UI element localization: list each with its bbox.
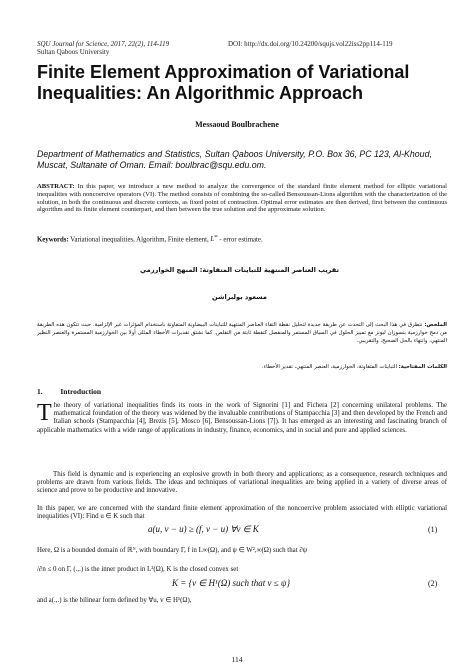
arabic-author: مسعود بولبراشن bbox=[212, 293, 267, 301]
intro-paragraph-1: T he theory of variational inequalities finds its roots in the work of Signorini [1] and Fichera [2] concerning unilateral problems. The mathematical foundation of the theory was widened by the invaluable contributions of Stampacchia [3] and then developed by the French and Italian schools (Stampacchia [4], Brezis [5], Mosco [6], Bensoussan-Lions [7]). It has emerged as an interesting and fascinating branch of applicable mathematics with a wide range of applications in industry, finance, economics, and in social and pure and applied sciences. bbox=[37, 400, 447, 434]
section-number: 1. bbox=[37, 387, 43, 396]
intro-paragraph-4b: /∂n ≤ 0 on Γ, (.,.) is the inner product in L²(Ω), K is the closed convex set bbox=[37, 566, 239, 573]
section-heading bbox=[37, 387, 101, 396]
linf-symbol: L∞ bbox=[210, 235, 218, 244]
keywords-tail: - error estimate. bbox=[217, 236, 263, 244]
equation-2: K = {v ∈ H¹(Ω) such that v ≤ ψ} bbox=[172, 578, 291, 588]
abstract-label: ABSTRACT: bbox=[37, 183, 75, 190]
section-title: Introduction bbox=[60, 387, 102, 396]
university-line: Sultan Qaboos University bbox=[37, 48, 110, 56]
affiliation: Department of Mathematics and Statistics, Sultan Qaboos University, P.O. Box 36, PC 123, Al-Khoud, Muscat, Sultanate of Oman. Email: boulbrac@squ.edu.om. bbox=[37, 149, 432, 170]
arabic-abstract-label: الملخص: bbox=[424, 322, 447, 328]
keywords-label: Keywords: bbox=[37, 236, 69, 244]
dropcap: T bbox=[37, 400, 52, 426]
keywords bbox=[37, 235, 447, 243]
equation-1: a(u, v − u) ≥ (f, v − u) ∀v ∈ K bbox=[148, 524, 259, 534]
page-number: 114 bbox=[231, 655, 243, 664]
paper-title: Finite Element Approximation of Variational Inequalities: An Algorithmic Approach bbox=[37, 62, 410, 103]
arabic-abstract-text: نتطرق في هذا البحث إلى التحدث عن طريقة جديدة لتحليل نقطة التقاء العناصر المنتهية للتباينات البيضاوية المتفاوتة باستخدام المؤثرات غير الإلزامية. حيث تتكون هذه الطريقة من دمج خوارزمية بنسوزان ليونز مع تمييز الحلول في السياق المستمر والمنفصل كنقطة ثابتة من التقلص. كما نشتق تقديرات الأخطاء المثلى أولا بين الخوارزمية المستمرة والعنصر النظير المنتهي، وانتهاء بالحل الصحيح، والتقريبي. bbox=[37, 322, 447, 344]
journal-line: SQU Journal for Science, 2017, 22(2), 114-119 bbox=[37, 40, 170, 48]
abstract-text: In this paper, we introduce a new method to analyze the convergence of the standard finite element method for elliptic variational inequalities with noncoercive operators (VI). The method consists of combining the so-called Bensoussan-Lions algorithm with the characterization of the solution, in both the continuous and discrete contexts, as fixed point of contraction. Optimal error estimates are then derived, first between the continuous algorithm and its finite element counterpart, and then between the true solution and the approximate solution. bbox=[37, 183, 447, 214]
intro-paragraph-5: and a(.,.) is the bilinear form defined by ∀u, v ∈ H¹(Ω), bbox=[37, 597, 192, 604]
author-name: Messaoud Boulbrachene bbox=[195, 120, 279, 129]
arabic-keywords-label: الكلمات المفتاحية: bbox=[398, 364, 447, 370]
arabic-title: تقريب العناصر المنتهية للتباينات المتفاوتة: المنهج الخوارزمي bbox=[140, 266, 339, 274]
intro-paragraph-4: Here, Ω is a bounded domain of ℝᴺ, with boundary Γ, f in L∞(Ω), and ψ ∈ W²,∞(Ω) such that ∂ψ bbox=[37, 547, 308, 554]
keywords-text: Variational inequalities, Algorithm, Finite element, bbox=[70, 236, 209, 244]
abstract bbox=[37, 183, 447, 214]
equation-2-number: (2) bbox=[428, 579, 438, 588]
arabic-keywords bbox=[37, 364, 447, 370]
arabic-keywords-text: التباينات المتفاوتة، الخوارزمية، العنصر المنتهي، تقدير الأخطاء. bbox=[261, 364, 397, 370]
arabic-abstract bbox=[37, 322, 447, 345]
doi-line: DOI: http://dx.doi.org/10.24200/squjs.vol22iss2pp114-119 bbox=[228, 40, 393, 48]
equation-1-number: (1) bbox=[428, 525, 438, 534]
intro-paragraph-2: This field is dynamic and is experiencing an explosive growth in both theory and applications; as a consequence, research techniques and problems are drawn from various fields. The ideas and techniques of variational inequalities are being applied in a variety of diverse areas of science and prove to be productive and innovative. bbox=[37, 471, 447, 495]
intro-paragraph-3: In this paper, we are concerned with the standard finite element approximation of the noncoercive problem associated with elliptic variational inequalities (VI): Find u ∈ K such that bbox=[37, 505, 447, 521]
